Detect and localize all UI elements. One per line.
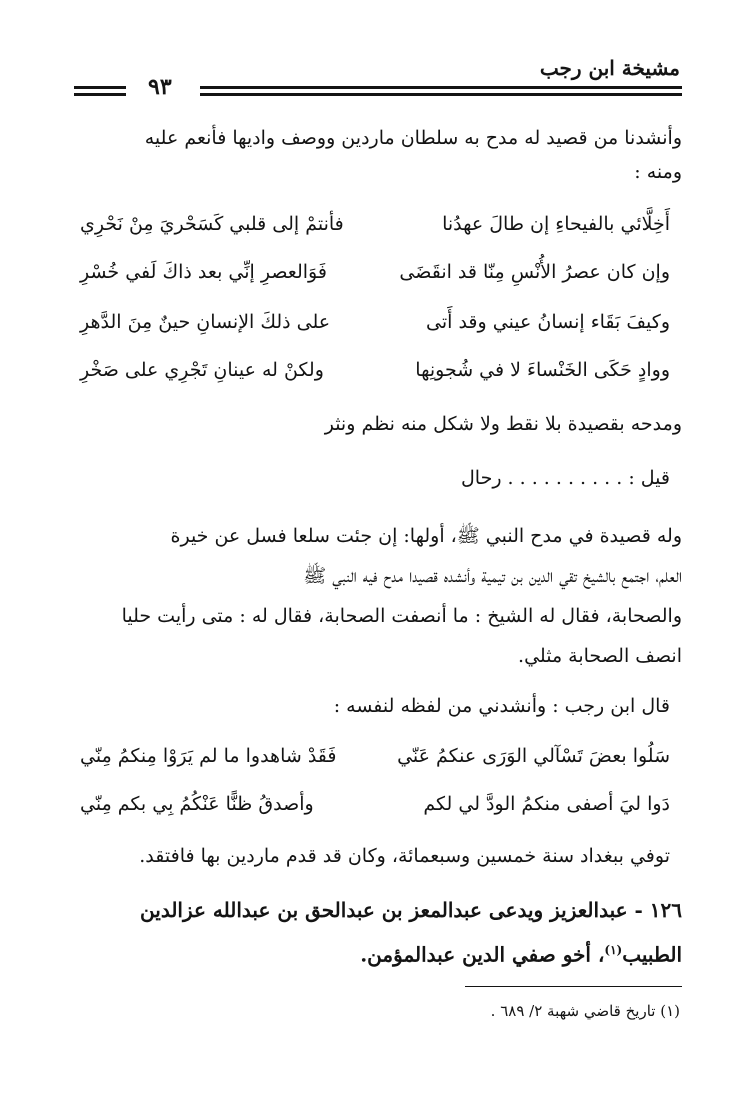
hemistich-first: وكيفَ بَقَاء إنسانُ عيني وقد أَتى — [426, 311, 670, 333]
poem1-verse-3 — [80, 302, 670, 342]
hemistich-second: على ذلكَ الإنسانِ حينٌ مِنَ الدَّهرِ — [80, 311, 331, 333]
qila-line: قيل : . . . . . . . . . . رحال — [461, 467, 670, 489]
hemistich-second: ولكنْ له عينانِ تَجْرِي على صَخْرِ — [80, 359, 324, 381]
poem1-verse-1 — [80, 204, 670, 244]
running-header-title: مشيخة ابن رجب — [539, 56, 680, 80]
page-number: ٩٣ — [148, 74, 172, 100]
prophet-line-2: العلم، اجتمع بالشيخ تقي الدين بن تيمية وأنشده قصيدا مدح فيه النبي ﷺ — [303, 565, 682, 587]
prophet-line-4: انصف الصحابة مثلي. — [518, 645, 682, 667]
death-line: توفي ببغداد سنة خمسين وسبعمائة، وكان قد قدم ماردين بها فافتقد. — [139, 845, 670, 867]
poem2-verse-2 — [80, 784, 670, 824]
entry-name-tabib: الطبيب — [622, 942, 682, 967]
ibn-rajab-line: قال ابن رجب : وأنشدني من لفظه لنفسه : — [333, 695, 670, 717]
hemistich-first: أَخِلَّائي بالفيحاءِ إن طالَ عهدُنا — [442, 213, 670, 235]
header-rule-right-bottom — [200, 93, 682, 96]
footnote-separator — [465, 986, 682, 987]
intro-line-1: وأنشدنا من قصيد له مدح به سلطان ماردين ووصف واديها فأنعم عليه — [144, 127, 682, 149]
hemistich-first: دَوا ليَ أصفى منكمُ الودَّ لي لكم — [423, 793, 670, 815]
entry-line-1: ١٢٦ - عبدالعزيز ويدعى عبدالمعز بن عبدالحق بن عبدالله عزالدين — [140, 898, 682, 922]
hemistich-second: فَقَدْ شاهدوا ما لم يَرَوْا مِنكمُ مِنّي — [80, 745, 337, 767]
hemistich-first: سَلُوا بعضَ تَسْآلي الوَرَى عنكمُ عَنّي — [397, 745, 670, 767]
prophet-line-1: وله قصيدة في مدح النبي ﷺ، أولها: إن جئت سلعا فسل عن خيرة — [170, 525, 682, 547]
footnote-text: (١) تاريخ قاضي شهبة ٢/ ٦٨٩ . — [490, 1002, 680, 1020]
madh-line: ومدحه بقصيدة بلا نقط ولا شكل منه نظم ونثر — [324, 413, 682, 435]
poem1-verse-2 — [80, 252, 670, 292]
hemistich-first: وإن كان عصرُ الأُنْسِ مِنّا قد انقَضَى — [399, 261, 670, 283]
prophet-line-3: والصحابة، فقال له الشيخ : ما أنصفت الصحابة، فقال له : متى رأيت حليا — [121, 605, 682, 627]
footnote-reference: (١) — [604, 943, 623, 957]
hemistich-second: فأنتمْ إلى قلبي كَسَحْريَ مِنْ نَحْرِي — [80, 213, 344, 235]
hemistich-first: ووادٍ حَكَى الخَنْساءَ لا في شُجونِها — [415, 359, 670, 381]
intro-line-2: ومنه : — [634, 161, 682, 183]
poem1-verse-4 — [80, 350, 670, 390]
hemistich-second: وأصدقُ ظنًّا عَنْكُمُ بِي بكم مِنّي — [80, 793, 314, 815]
header-rule-right-top — [200, 86, 682, 89]
entry-line-2-rest: ، أخو صفي الدين عبدالمؤمن. — [360, 942, 605, 967]
hemistich-second: فَوَالعصرِ إنِّي بعد ذاكَ لَفي خُسْرِ — [80, 261, 327, 283]
header-rule-left-top — [74, 86, 126, 89]
poem2-verse-1 — [80, 736, 670, 776]
entry-line-2 — [68, 930, 682, 970]
header-rule-left-bottom — [74, 93, 126, 96]
